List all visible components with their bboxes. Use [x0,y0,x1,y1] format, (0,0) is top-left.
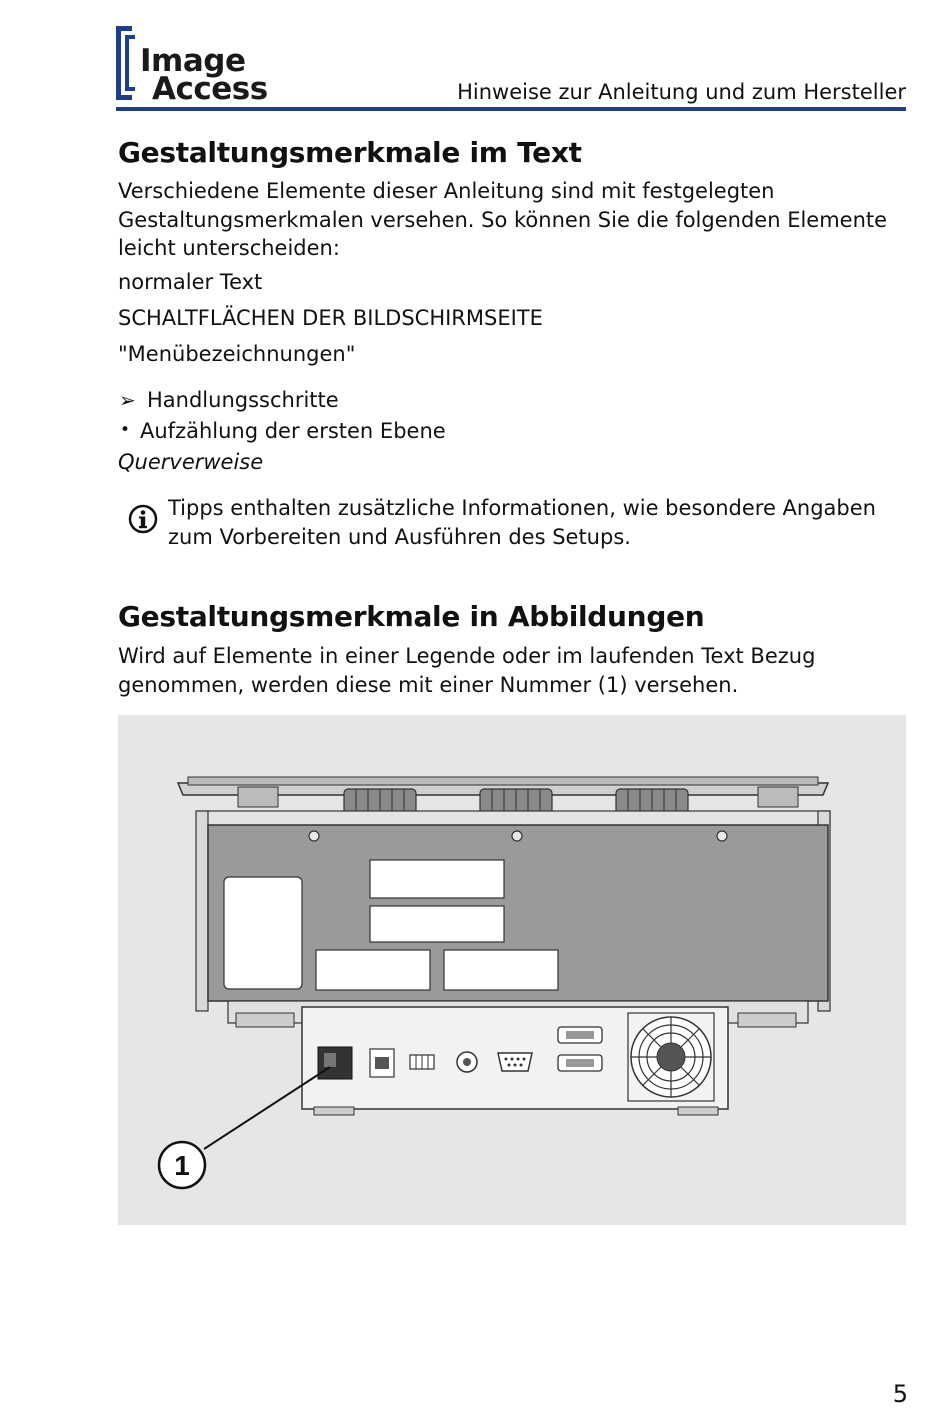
header-rule [116,107,906,111]
example-action-step: Handlungsschritte [147,388,339,412]
example-cross-reference: Querverweise [118,450,264,474]
logo-text-access: Access [152,71,268,107]
running-header: Hinweise zur Anleitung und zum Hersteller [457,80,906,104]
example-button-text: SCHALTFLÄCHEN DER BILDSCHIRMSEITE [118,306,543,330]
example-list-item: Aufzählung der ersten Ebene [140,419,446,443]
logo-bracket-inner [125,35,135,91]
image-access-logo [116,26,266,106]
scanner-rear-view-drawing [118,715,906,1225]
bullet-dot-icon: • [120,420,131,440]
section-intro-paragraph: Verschiedene Elemente dieser Anleitung sind mit festgelegten Gestaltungsmerkmalen versehen. So können Sie die folgenden Elemente leicht unterscheiden: [118,179,888,260]
callout-number: 1 [174,1150,190,1181]
page-number: 5 [892,1380,908,1408]
example-menu-text: "Menübezeichnungen" [118,342,356,366]
example-normal-text: normaler Text [118,270,263,294]
info-icon [128,504,158,534]
section-heading-figure-features: Gestaltungsmerkmale in Abbildungen [118,600,705,633]
tip-paragraph: Tipps enthalten zusätzliche Informationen, wie besondere Angaben zum Vorbereiten und Ausführen des Setups. [168,496,876,549]
logo-text-image: Image [140,43,246,79]
section2-intro-paragraph: Wird auf Elemente in einer Legende oder im laufenden Text Bezug genommen, werden diese mit einer Nummer (1) versehen. [118,644,816,697]
device-illustration [118,715,906,1225]
arrow-bullet-icon: ➢ [119,388,136,412]
section-heading-text-features: Gestaltungsmerkmale im Text [118,136,582,169]
